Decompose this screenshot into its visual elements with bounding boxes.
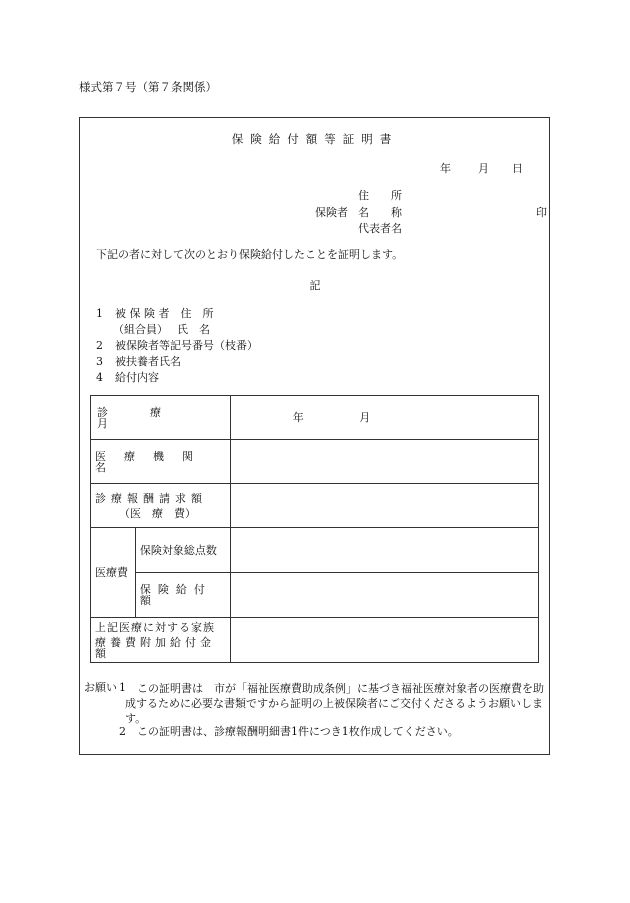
label-claim-amount — [91, 484, 231, 528]
label-claim-amount-line1: 診療報酬請求額 — [95, 491, 207, 505]
label-benefit-amount-text: 保険給付額 — [139, 583, 212, 607]
note-2-number: 2 — [119, 725, 126, 738]
table-row — [91, 573, 539, 618]
value-medical-institution[interactable] — [230, 440, 538, 484]
item-number-1: 1 — [96, 307, 103, 320]
value-treatment-month[interactable] — [230, 396, 538, 440]
insurer-name-label: 名 称 — [358, 206, 402, 219]
label-family-allowance-line1: 上記医療に対する家族 — [95, 620, 215, 634]
value-year-suffix: 年 — [292, 411, 304, 424]
document-title: 保険給付額等証明書 — [231, 132, 399, 146]
date-day: 日 — [512, 162, 523, 175]
ki-heading: 記 — [309, 279, 321, 292]
value-benefit-amount[interactable] — [230, 573, 538, 618]
value-month-suffix: 月 — [359, 411, 371, 424]
insurer-representative-label: 代表者名 — [358, 222, 402, 235]
insurer-address-label: 住 所 — [358, 189, 402, 202]
label-benefit-amount — [135, 573, 230, 618]
certification-statement: 下記の者に対して次のとおり保険給付したことを証明します。 — [96, 248, 404, 261]
label-claim-amount-line2: （医 療 費） — [119, 506, 196, 520]
item-dependent-name: 被扶養者氏名 — [115, 355, 181, 368]
notes-prefix: お願い — [84, 681, 117, 694]
note-1-text: この証明書は 市が「福祉医療費助成条例」に基づき福祉医療対象者の医療費を助成するために必要な書類ですから証明の上被保険者にご交付くださるようお願いします。 — [125, 682, 544, 725]
table-row — [91, 440, 539, 484]
benefit-table — [90, 395, 539, 663]
label-medical-institution — [91, 440, 231, 484]
item-number-4: 4 — [96, 371, 103, 384]
insurer-label: 保険者 — [315, 206, 348, 219]
table-row — [91, 484, 539, 528]
date-year: 年 — [440, 162, 451, 175]
table-row — [91, 618, 539, 663]
item-insured-address: 被 保 険 者 住 所 — [115, 307, 214, 320]
form-code: 様式第７号（第７条関係） — [79, 80, 217, 94]
label-family-allowance — [91, 618, 231, 663]
item-number-3: 3 — [96, 355, 103, 368]
item-insured-number: 被保険者等記号番号（枝番） — [115, 339, 258, 352]
label-covered-points: 保険対象総点数 — [135, 528, 230, 573]
table-row — [91, 528, 539, 573]
item-benefit-content: 給付内容 — [115, 371, 159, 384]
item-insured-name: （組合員） 氏 名 — [113, 323, 210, 336]
item-number-2: 2 — [96, 339, 103, 352]
date-month: 月 — [478, 162, 489, 175]
note-2-text: この証明書は、診療報酬明細書1件につき1枚作成してください。 — [137, 725, 459, 738]
value-family-allowance[interactable] — [230, 618, 538, 663]
seal-mark: 印 — [536, 206, 547, 219]
label-treatment-month — [91, 396, 231, 440]
table-row — [91, 396, 539, 440]
label-medical-fee: 医療費 — [91, 528, 136, 618]
label-family-allowance-line2: 療養費附加給付金額 — [95, 635, 215, 660]
value-covered-points[interactable] — [230, 528, 538, 573]
label-treatment-month-text: 診療月 — [97, 405, 203, 430]
label-medical-institution-text: 医療機関名 — [95, 449, 211, 474]
note-1-number: 1 — [119, 681, 126, 694]
value-claim-amount[interactable] — [230, 484, 538, 528]
